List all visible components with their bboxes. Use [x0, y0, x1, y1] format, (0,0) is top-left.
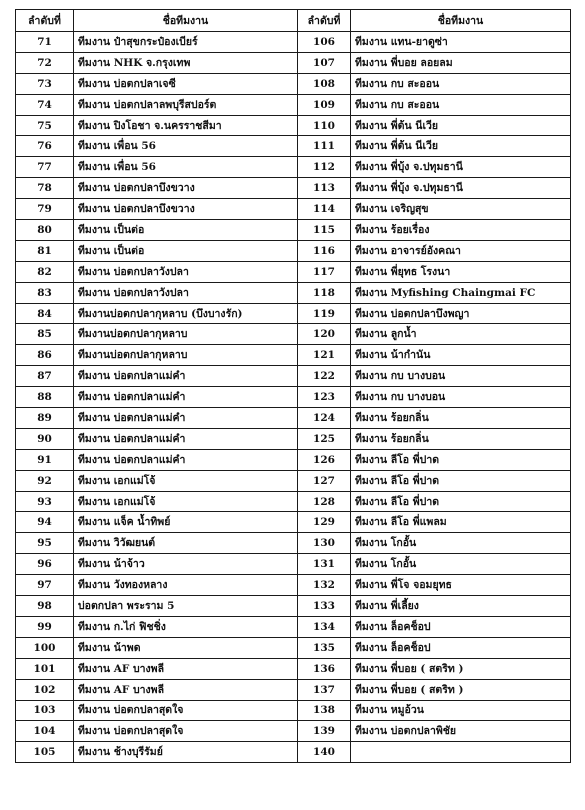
order-number-left: 103	[16, 700, 74, 721]
team-name-right: ทีมงาน ล็อคช็อป	[351, 637, 571, 658]
team-name-left: ทีมงาน เอกแม่โจ้	[74, 491, 298, 512]
order-number-right: 109	[298, 94, 351, 115]
order-number-right: 131	[298, 554, 351, 575]
team-name-left: ทีมงาน บ่อตกปลาเจซี	[74, 73, 298, 94]
team-name-right: ทีมงาน เจริญสุข	[351, 199, 571, 220]
order-number-left: 79	[16, 199, 74, 220]
team-name-left: ทีมงานบ่อตกปลากุหลาบ	[74, 324, 298, 345]
order-number-right: 121	[298, 345, 351, 366]
order-number-right: 125	[298, 428, 351, 449]
order-number-right: 138	[298, 700, 351, 721]
table-row	[16, 679, 571, 700]
team-name-right: ทีมงาน ล็อคช็อป	[351, 616, 571, 637]
team-name-right	[351, 742, 571, 763]
order-number-right: 129	[298, 512, 351, 533]
table-row	[16, 596, 571, 617]
order-number-right: 135	[298, 637, 351, 658]
order-number-right: 132	[298, 575, 351, 596]
table-row	[16, 449, 571, 470]
order-number-left: 96	[16, 554, 74, 575]
order-number-left: 93	[16, 491, 74, 512]
order-number-right: 108	[298, 73, 351, 94]
team-name-right: ทีมงาน พี่ยุทธ โรงนา	[351, 261, 571, 282]
table-body	[16, 32, 571, 763]
order-number-right: 113	[298, 178, 351, 199]
team-name-left: บ่อตกปลา พระราม 5	[74, 596, 298, 617]
order-number-left: 77	[16, 157, 74, 178]
team-name-left: ทีมงาน บ่อตกปลาวังปลา	[74, 261, 298, 282]
order-number-left: 102	[16, 679, 74, 700]
table-row	[16, 470, 571, 491]
team-name-left: ทีมงาน บ่อตกปลาบึงขวาง	[74, 178, 298, 199]
team-name-left: ทีมงาน บ่อตกปลาแม่คำ	[74, 428, 298, 449]
table-row	[16, 32, 571, 53]
order-number-right: 124	[298, 408, 351, 429]
team-name-left: ทีมงาน บ่อตกปลาสุดใจ	[74, 700, 298, 721]
table-row	[16, 240, 571, 261]
order-number-left: 104	[16, 721, 74, 742]
table-row	[16, 94, 571, 115]
order-number-left: 76	[16, 136, 74, 157]
order-number-right: 118	[298, 282, 351, 303]
order-number-right: 115	[298, 220, 351, 241]
order-number-right: 139	[298, 721, 351, 742]
order-number-left: 84	[16, 303, 74, 324]
team-name-left: ทีมงาน บ่อตกปลาแม่คำ	[74, 387, 298, 408]
order-number-right: 128	[298, 491, 351, 512]
team-name-right: ทีมงาน พี่ต้น นีเวีย	[351, 115, 571, 136]
order-number-left: 86	[16, 345, 74, 366]
order-number-left: 87	[16, 366, 74, 387]
table-row	[16, 282, 571, 303]
order-number-left: 72	[16, 52, 74, 73]
order-number-left: 94	[16, 512, 74, 533]
order-number-right: 133	[298, 596, 351, 617]
team-name-right: ทีมงาน กบ บางบอน	[351, 366, 571, 387]
team-name-right: ทีมงาน ลีโอ พี่แพลม	[351, 512, 571, 533]
order-number-left: 91	[16, 449, 74, 470]
team-name-left: ทีมงาน วิวัฒยนต์	[74, 533, 298, 554]
team-name-right: ทีมงาน แทน-ยาดูซ่า	[351, 32, 571, 53]
order-number-right: 112	[298, 157, 351, 178]
team-name-left: ทีมงานบ่อตกปลากุหลาบ	[74, 345, 298, 366]
order-number-left: 105	[16, 742, 74, 763]
table-row	[16, 554, 571, 575]
table-header	[16, 10, 571, 32]
header-row	[16, 10, 571, 32]
team-roster-table	[15, 9, 571, 763]
order-number-left: 82	[16, 261, 74, 282]
team-name-left: ทีมงาน ก.ไก่ ฟิชชิ่ง	[74, 616, 298, 637]
table-row	[16, 199, 571, 220]
team-name-left: ทีมงาน เอกแม่โจ้	[74, 470, 298, 491]
team-name-right: ทีมงาน โกอั้น	[351, 533, 571, 554]
team-name-left: ทีมงาน NHK จ.กรุงเทพ	[74, 52, 298, 73]
order-number-left: 71	[16, 32, 74, 53]
team-name-left: ทีมงาน แจ็ค น้ำทิพย์	[74, 512, 298, 533]
team-name-left: ทีมงาน บ่อตกปลาแม่คำ	[74, 366, 298, 387]
order-number-left: 75	[16, 115, 74, 136]
team-name-left: ทีมงานบ่อตกปลากุหลาบ (บึงบางรัก)	[74, 303, 298, 324]
table-row	[16, 428, 571, 449]
table-row	[16, 324, 571, 345]
order-number-right: 111	[298, 136, 351, 157]
team-name-left: ทีมงาน ป๋าสุขกระป๋องเบียร์	[74, 32, 298, 53]
table-row	[16, 178, 571, 199]
table-row	[16, 387, 571, 408]
order-number-right: 114	[298, 199, 351, 220]
team-name-right: ทีมงาน ลูกน้ำ	[351, 324, 571, 345]
team-name-right: ทีมงาน บ่อตกปลาบึงพญา	[351, 303, 571, 324]
header-order-left: ลำดับที่	[16, 10, 74, 32]
team-name-left: ทีมงาน บ่อตกปลาแม่คำ	[74, 408, 298, 429]
team-name-right: ทีมงาน หมูอ้วน	[351, 700, 571, 721]
team-name-left: ทีมงาน AF บางพลี	[74, 679, 298, 700]
team-name-right: ทีมงาน พี่บอย ลอยลม	[351, 52, 571, 73]
order-number-left: 78	[16, 178, 74, 199]
header-team-left: ชื่อทีมงาน	[74, 10, 298, 32]
team-name-left: ทีมงาน น้าพด	[74, 637, 298, 658]
table-row	[16, 512, 571, 533]
table-row	[16, 742, 571, 763]
team-name-right: ทีมงาน พี่เลี้ยง	[351, 596, 571, 617]
team-name-right: ทีมงาน ร้อยเรื่อง	[351, 220, 571, 241]
table-row	[16, 115, 571, 136]
order-number-right: 119	[298, 303, 351, 324]
order-number-right: 140	[298, 742, 351, 763]
order-number-left: 92	[16, 470, 74, 491]
table-row	[16, 345, 571, 366]
team-name-left: ทีมงาน น้าจ้าว	[74, 554, 298, 575]
team-name-right: ทีมงาน พี่บอย ( สตริท )	[351, 679, 571, 700]
team-name-right: ทีมงาน ร้อยกลิ่น	[351, 408, 571, 429]
table-row	[16, 658, 571, 679]
table-row	[16, 700, 571, 721]
order-number-left: 98	[16, 596, 74, 617]
table-row	[16, 408, 571, 429]
order-number-left: 99	[16, 616, 74, 637]
team-name-right: ทีมงาน พี่บอย ( สตริท )	[351, 658, 571, 679]
order-number-left: 90	[16, 428, 74, 449]
team-name-right: ทีมงาน Myfishing Chaingmai FC	[351, 282, 571, 303]
team-name-left: ทีมงาน เป็นต่อ	[74, 240, 298, 261]
team-name-left: ทีมงาน บ่อตกปลาบึงขวาง	[74, 199, 298, 220]
table-row	[16, 721, 571, 742]
table-row	[16, 366, 571, 387]
team-name-right: ทีมงาน กบ สะออน	[351, 94, 571, 115]
team-name-right: ทีมงาน อาจารย์อังคณา	[351, 240, 571, 261]
header-order-right: ลำดับที่	[298, 10, 351, 32]
order-number-left: 95	[16, 533, 74, 554]
order-number-right: 136	[298, 658, 351, 679]
table-row	[16, 261, 571, 282]
order-number-left: 101	[16, 658, 74, 679]
team-name-left: ทีมงาน วังทองหลาง	[74, 575, 298, 596]
team-name-right: ทีมงาน โกอั้น	[351, 554, 571, 575]
team-name-right: ทีมงาน พี่ต้น นีเวีย	[351, 136, 571, 157]
order-number-right: 106	[298, 32, 351, 53]
team-name-left: ทีมงาน AF บางพลี	[74, 658, 298, 679]
table-row	[16, 220, 571, 241]
table-row	[16, 533, 571, 554]
order-number-left: 85	[16, 324, 74, 345]
order-number-left: 97	[16, 575, 74, 596]
team-name-left: ทีมงาน ปิงโอชา จ.นครราชสีมา	[74, 115, 298, 136]
order-number-right: 110	[298, 115, 351, 136]
order-number-right: 137	[298, 679, 351, 700]
team-name-right: ทีมงาน พี่บุ้ง จ.ปทุมธานี	[351, 157, 571, 178]
order-number-right: 130	[298, 533, 351, 554]
team-name-right: ทีมงาน ลีโอ พี่ปาด	[351, 491, 571, 512]
order-number-left: 88	[16, 387, 74, 408]
team-name-left: ทีมงาน เพื่อน 56	[74, 157, 298, 178]
order-number-left: 73	[16, 73, 74, 94]
table-row	[16, 73, 571, 94]
team-name-right: ทีมงาน พี่บุ้ง จ.ปทุมธานี	[351, 178, 571, 199]
table-row	[16, 616, 571, 637]
header-team-right: ชื่อทีมงาน	[351, 10, 571, 32]
order-number-right: 126	[298, 449, 351, 470]
team-name-left: ทีมงาน ช้างบุรีรัมย์	[74, 742, 298, 763]
order-number-left: 80	[16, 220, 74, 241]
team-name-left: ทีมงาน บ่อตกปลาลพบุรีสปอร์ต	[74, 94, 298, 115]
team-name-right: ทีมงาน กบ สะออน	[351, 73, 571, 94]
order-number-right: 134	[298, 616, 351, 637]
order-number-left: 74	[16, 94, 74, 115]
table-row	[16, 491, 571, 512]
team-name-right: ทีมงาน ลีโอ พี่ปาด	[351, 449, 571, 470]
table-row	[16, 157, 571, 178]
table-row	[16, 52, 571, 73]
order-number-right: 117	[298, 261, 351, 282]
order-number-right: 123	[298, 387, 351, 408]
table-row	[16, 303, 571, 324]
order-number-right: 120	[298, 324, 351, 345]
team-name-right: ทีมงาน ร้อยกลิ่น	[351, 428, 571, 449]
order-number-left: 83	[16, 282, 74, 303]
order-number-left: 81	[16, 240, 74, 261]
team-name-right: ทีมงาน พี่โจ จอมยุทธ	[351, 575, 571, 596]
order-number-left: 89	[16, 408, 74, 429]
team-name-left: ทีมงาน เพื่อน 56	[74, 136, 298, 157]
team-name-right: ทีมงาน ลีโอ พี่ปาด	[351, 470, 571, 491]
team-name-left: ทีมงาน บ่อตกปลาแม่คำ	[74, 449, 298, 470]
table-row	[16, 136, 571, 157]
team-name-right: ทีมงาน บ่อตกปลาพิชัย	[351, 721, 571, 742]
team-name-left: ทีมงาน เป็นต่อ	[74, 220, 298, 241]
team-name-left: ทีมงาน บ่อตกปลาสุดใจ	[74, 721, 298, 742]
order-number-left: 100	[16, 637, 74, 658]
order-number-right: 107	[298, 52, 351, 73]
table-row	[16, 637, 571, 658]
team-name-right: ทีมงาน น้ากำนัน	[351, 345, 571, 366]
table-row	[16, 575, 571, 596]
order-number-right: 122	[298, 366, 351, 387]
order-number-right: 116	[298, 240, 351, 261]
order-number-right: 127	[298, 470, 351, 491]
team-name-right: ทีมงาน กบ บางบอน	[351, 387, 571, 408]
team-name-left: ทีมงาน บ่อตกปลาวังปลา	[74, 282, 298, 303]
